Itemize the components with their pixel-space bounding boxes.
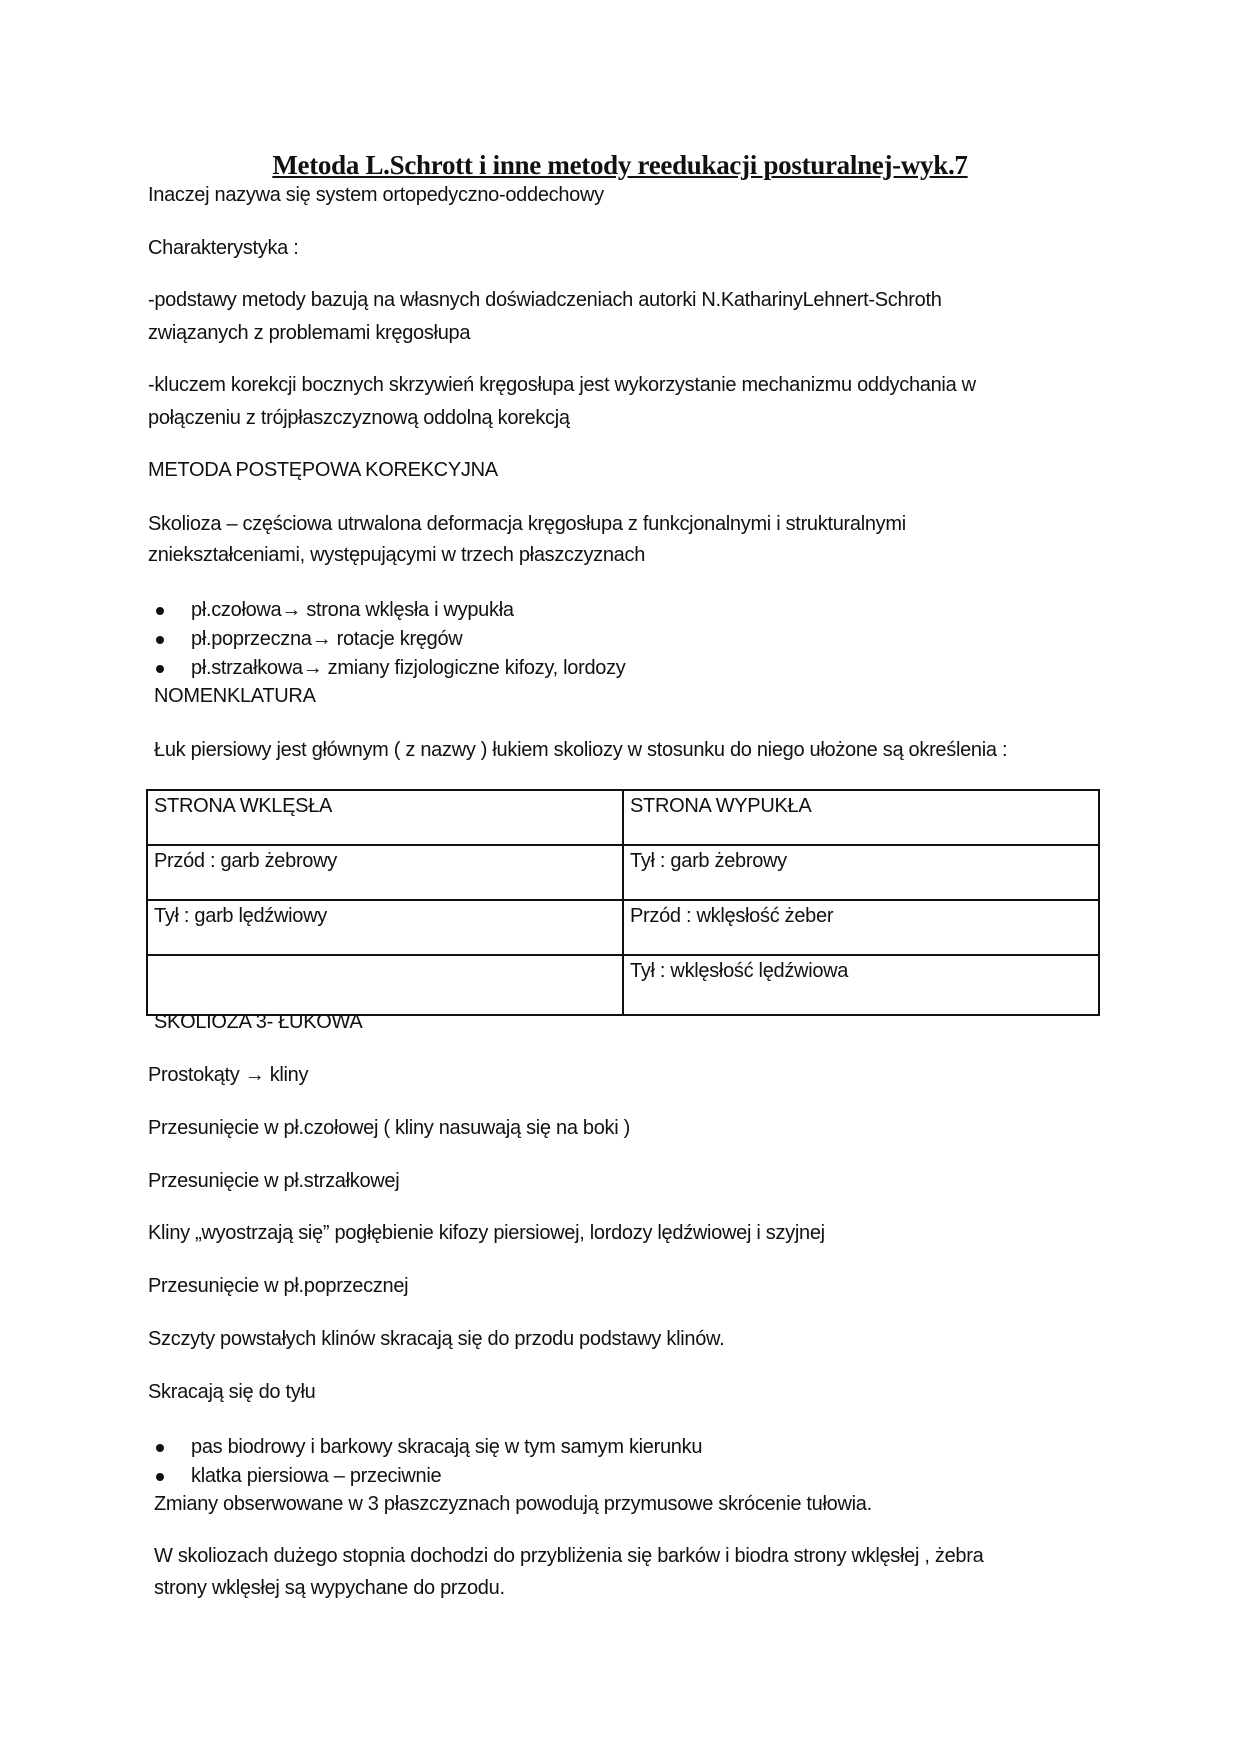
list-item: pł.strzałkowa→ zmiany fizjologiczne kifozy, lordozy	[191, 657, 626, 679]
bullet-icon	[156, 665, 164, 673]
paragraph: strony wklęsłej są wypychane do przodu.	[154, 1577, 505, 1599]
table-row	[147, 845, 1099, 900]
table-cell: Tył : garb żebrowy	[623, 845, 1099, 900]
section-heading: NOMENKLATURA	[154, 685, 316, 707]
nomenclature-table	[146, 789, 1100, 1016]
table-row	[147, 955, 1099, 1015]
paragraph: -podstawy metody bazują na własnych doświadczeniach autorki N.KatharinyLehnert-Schroth	[148, 289, 942, 311]
paragraph: połączeniu z trójpłaszczyznową oddolną korekcją	[148, 407, 570, 429]
table-cell: Tył : wklęsłość lędźwiowa	[623, 955, 1099, 1015]
paragraph: Zmiany obserwowane w 3 płaszczyznach powodują przymusowe skrócenie tułowia.	[154, 1493, 872, 1515]
document-title: Metoda L.Schrott i inne metody reedukacji posturalnej-wyk.7	[272, 150, 968, 180]
paragraph: Przesunięcie w pł.poprzecznej	[148, 1275, 409, 1297]
table-cell	[147, 955, 623, 1015]
bullet-icon	[156, 607, 164, 615]
paragraph: Skolioza – częściowa utrwalona deformacja kręgosłupa z funkcjonalnymi i strukturalnymi	[148, 513, 906, 535]
paragraph: Prostokąty → kliny	[148, 1064, 309, 1086]
section-heading: METODA POSTĘPOWA KOREKCYJNA	[148, 459, 498, 481]
bullet-icon	[156, 1444, 164, 1452]
table-row	[147, 790, 1099, 845]
table-row	[147, 900, 1099, 955]
paragraph: Kliny „wyostrzają się” pogłębienie kifozy piersiowej, lordozy lędźwiowej i szyjnej	[148, 1222, 825, 1244]
paragraph: W skoliozach dużego stopnia dochodzi do przybliżenia się barków i biodra strony wklęsłej , żebra	[154, 1545, 984, 1567]
paragraph: Skracają się do tyłu	[148, 1381, 316, 1403]
paragraph: Inaczej nazywa się system ortopedyczno-oddechowy	[148, 184, 604, 206]
heading-charakterystyka: Charakterystyka :	[148, 237, 299, 259]
bullet-icon	[156, 1473, 164, 1481]
paragraph: związanych z problemami kręgosłupa	[148, 322, 471, 344]
list-item: pas biodrowy i barkowy skracają się w tym samym kierunku	[191, 1436, 703, 1458]
paragraph: Szczyty powstałych klinów skracają się do przodu podstawy klinów.	[148, 1328, 725, 1350]
paragraph: zniekształceniami, występującymi w trzech płaszczyznach	[148, 544, 646, 566]
bullet-icon	[156, 636, 164, 644]
section-heading: SKOLIOZA 3- ŁUKOWA	[154, 1011, 363, 1033]
paragraph: Przesunięcie w pł.strzałkowej	[148, 1170, 400, 1192]
list-item: pł.poprzeczna→ rotacje kręgów	[191, 628, 463, 650]
list-item: klatka piersiowa – przeciwnie	[191, 1465, 442, 1487]
table-cell: Przód : wklęsłość żeber	[623, 900, 1099, 955]
table-header-cell: STRONA WYPUKŁA	[623, 790, 1099, 845]
paragraph: Przesunięcie w pł.czołowej ( kliny nasuwają się na boki )	[148, 1117, 631, 1139]
table-header-cell: STRONA WKLĘSŁA	[147, 790, 623, 845]
paragraph: Łuk piersiowy jest głównym ( z nazwy ) łukiem skoliozy w stosunku do niego ułożone są określenia :	[154, 739, 1008, 761]
table-cell: Przód : garb żebrowy	[147, 845, 623, 900]
table-cell: Tył : garb lędźwiowy	[147, 900, 623, 955]
paragraph: -kluczem korekcji bocznych skrzywień kręgosłupa jest wykorzystanie mechanizmu oddychania w	[148, 374, 976, 396]
list-item: pł.czołowa→ strona wklęsła i wypukła	[191, 599, 514, 621]
